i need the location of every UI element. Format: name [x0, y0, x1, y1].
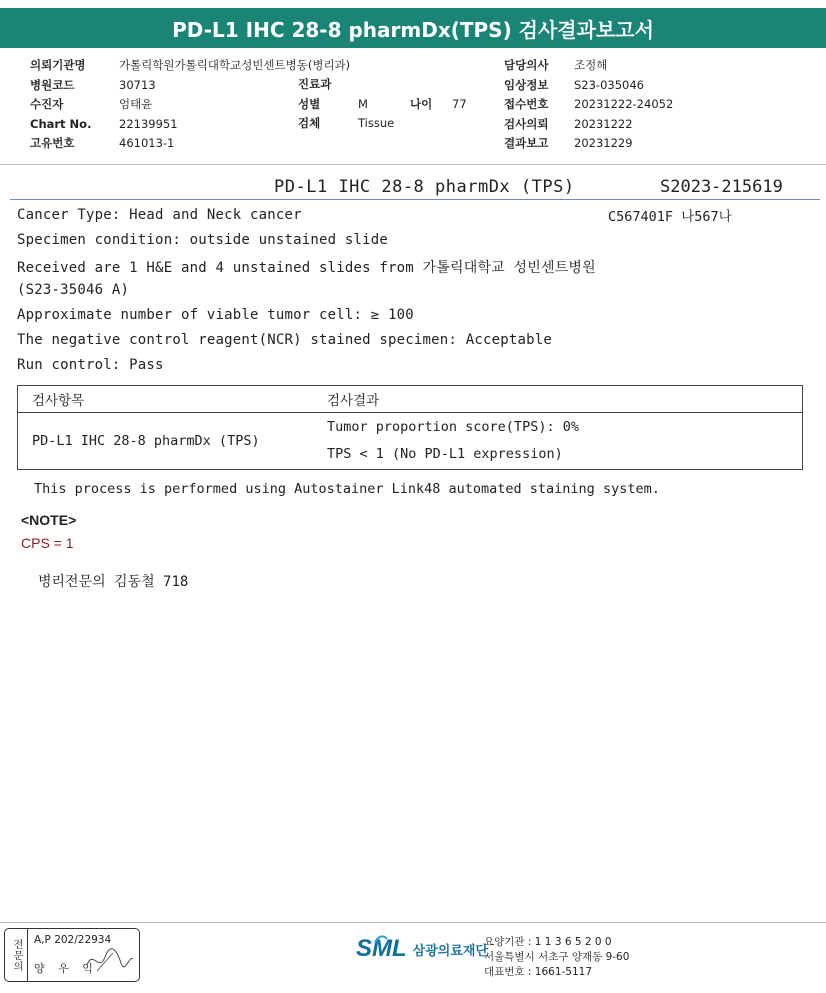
ncr-line: The negative control reagent(NCR) stained specimen: Acceptable: [17, 332, 552, 348]
request-date-label: 검사의뢰: [504, 116, 549, 131]
request-date-value: 20231222: [574, 116, 633, 131]
result-table: [17, 385, 803, 470]
clinical-info-label: 임상정보: [504, 77, 549, 92]
institution-value: 가톨릭학원가톨릭대학교성빈센트병동(병리과): [119, 58, 351, 72]
sml-logo: [356, 935, 488, 963]
logo-text: SML: [356, 935, 407, 962]
receipt-no-value: 20231222-24052: [574, 97, 674, 111]
tps-interpretation: TPS < 1 (No PD-L1 expression): [327, 446, 563, 462]
unique-no-value: 461013-1: [119, 136, 175, 150]
pathologist-signature: 병리전문의 김동철 718: [38, 574, 189, 590]
hospital-code-label: 병원코드: [30, 77, 75, 92]
table-test-item: PD-L1 IHC 28-8 pharmDx (TPS): [18, 413, 314, 470]
phone-line: 대표번호 : 1661-5117: [484, 966, 593, 978]
slide-code: C567401F 나567나: [608, 209, 732, 225]
note-heading: <NOTE>: [21, 512, 77, 528]
stamp-name: 양 우 익: [34, 962, 98, 975]
department-label: 진료과: [298, 77, 332, 91]
note-body: CPS = 1: [21, 535, 74, 551]
institution-label: 의뢰기관명: [30, 58, 86, 72]
header-col-middle: [298, 75, 467, 134]
header-divider: [0, 164, 826, 165]
title-underline: [10, 199, 820, 200]
report-number: S2023-215619: [660, 177, 783, 197]
specimen-condition-line: Specimen condition: outside unstained slide: [17, 232, 389, 248]
receipt-no-label: 접수번호: [504, 97, 549, 111]
header-col-right: [504, 56, 673, 154]
table-header-item: 검사항목: [18, 386, 314, 413]
footer-address: [484, 935, 629, 980]
doctor-value: 조정해: [574, 58, 608, 72]
doctor-label: 담당의사: [504, 58, 549, 72]
specimen-value: Tissue: [358, 116, 395, 130]
address-line: 서울특별시 서초구 양재동 9-60: [484, 951, 630, 963]
patient-label: 수진자: [30, 97, 64, 111]
table-test-result: [313, 413, 803, 470]
tumor-cell-line: Approximate number of viable tumor cell: ≥ 100: [17, 307, 414, 323]
page-title: PD-L1 IHC 28-8 pharmDx(TPS) 검사결과보고서: [172, 17, 654, 42]
process-statement: This process is performed using Autostainer Link48 automated staining system.: [34, 481, 660, 497]
age-value: 77: [452, 96, 467, 111]
table-header-result: 검사결과: [313, 386, 803, 413]
received-ref-line: (S23-35046 A): [17, 282, 130, 298]
footer-divider: [0, 922, 826, 923]
age-label: 나이: [410, 96, 433, 111]
specimen-label: 검체: [298, 116, 321, 130]
report-date-label: 결과보고: [504, 136, 549, 150]
cancer-type-line: Cancer Type: Head and Neck cancer: [17, 207, 302, 223]
received-line: Received are 1 H&E and 4 unstained slides from 가톨릭대학교 성빈센트병원: [17, 260, 596, 276]
run-control-line: Run control: Pass: [17, 357, 164, 373]
patient-value: 엄태윤: [119, 97, 153, 111]
clinical-info-value: S23-035046: [574, 77, 644, 92]
stamp-license: A,P 202/22934: [34, 934, 112, 946]
hospital-code-value: 30713: [119, 77, 156, 92]
sex-value: M: [358, 96, 368, 111]
sex-label: 성별: [298, 96, 321, 111]
unique-no-label: 고유번호: [30, 136, 75, 150]
specialist-stamp: [4, 928, 140, 982]
chart-no-label: Chart No.: [30, 116, 92, 131]
stamp-side-label: 전문의: [5, 929, 28, 981]
institution-code: 요양기관 : 1 1 3 6 5 2 0 0: [484, 936, 612, 948]
tps-score: Tumor proportion score(TPS): 0%: [327, 419, 579, 435]
report-date-value: 20231229: [574, 136, 633, 150]
logo-org-name: 삼광의료재단: [412, 943, 489, 959]
report-title-bar: [0, 8, 826, 48]
signature-scribble-icon: [83, 945, 135, 975]
chart-no-value: 22139951: [119, 116, 178, 131]
logo-swoosh-icon: [374, 933, 388, 947]
report-test-title: PD-L1 IHC 28-8 pharmDx (TPS): [274, 177, 575, 197]
